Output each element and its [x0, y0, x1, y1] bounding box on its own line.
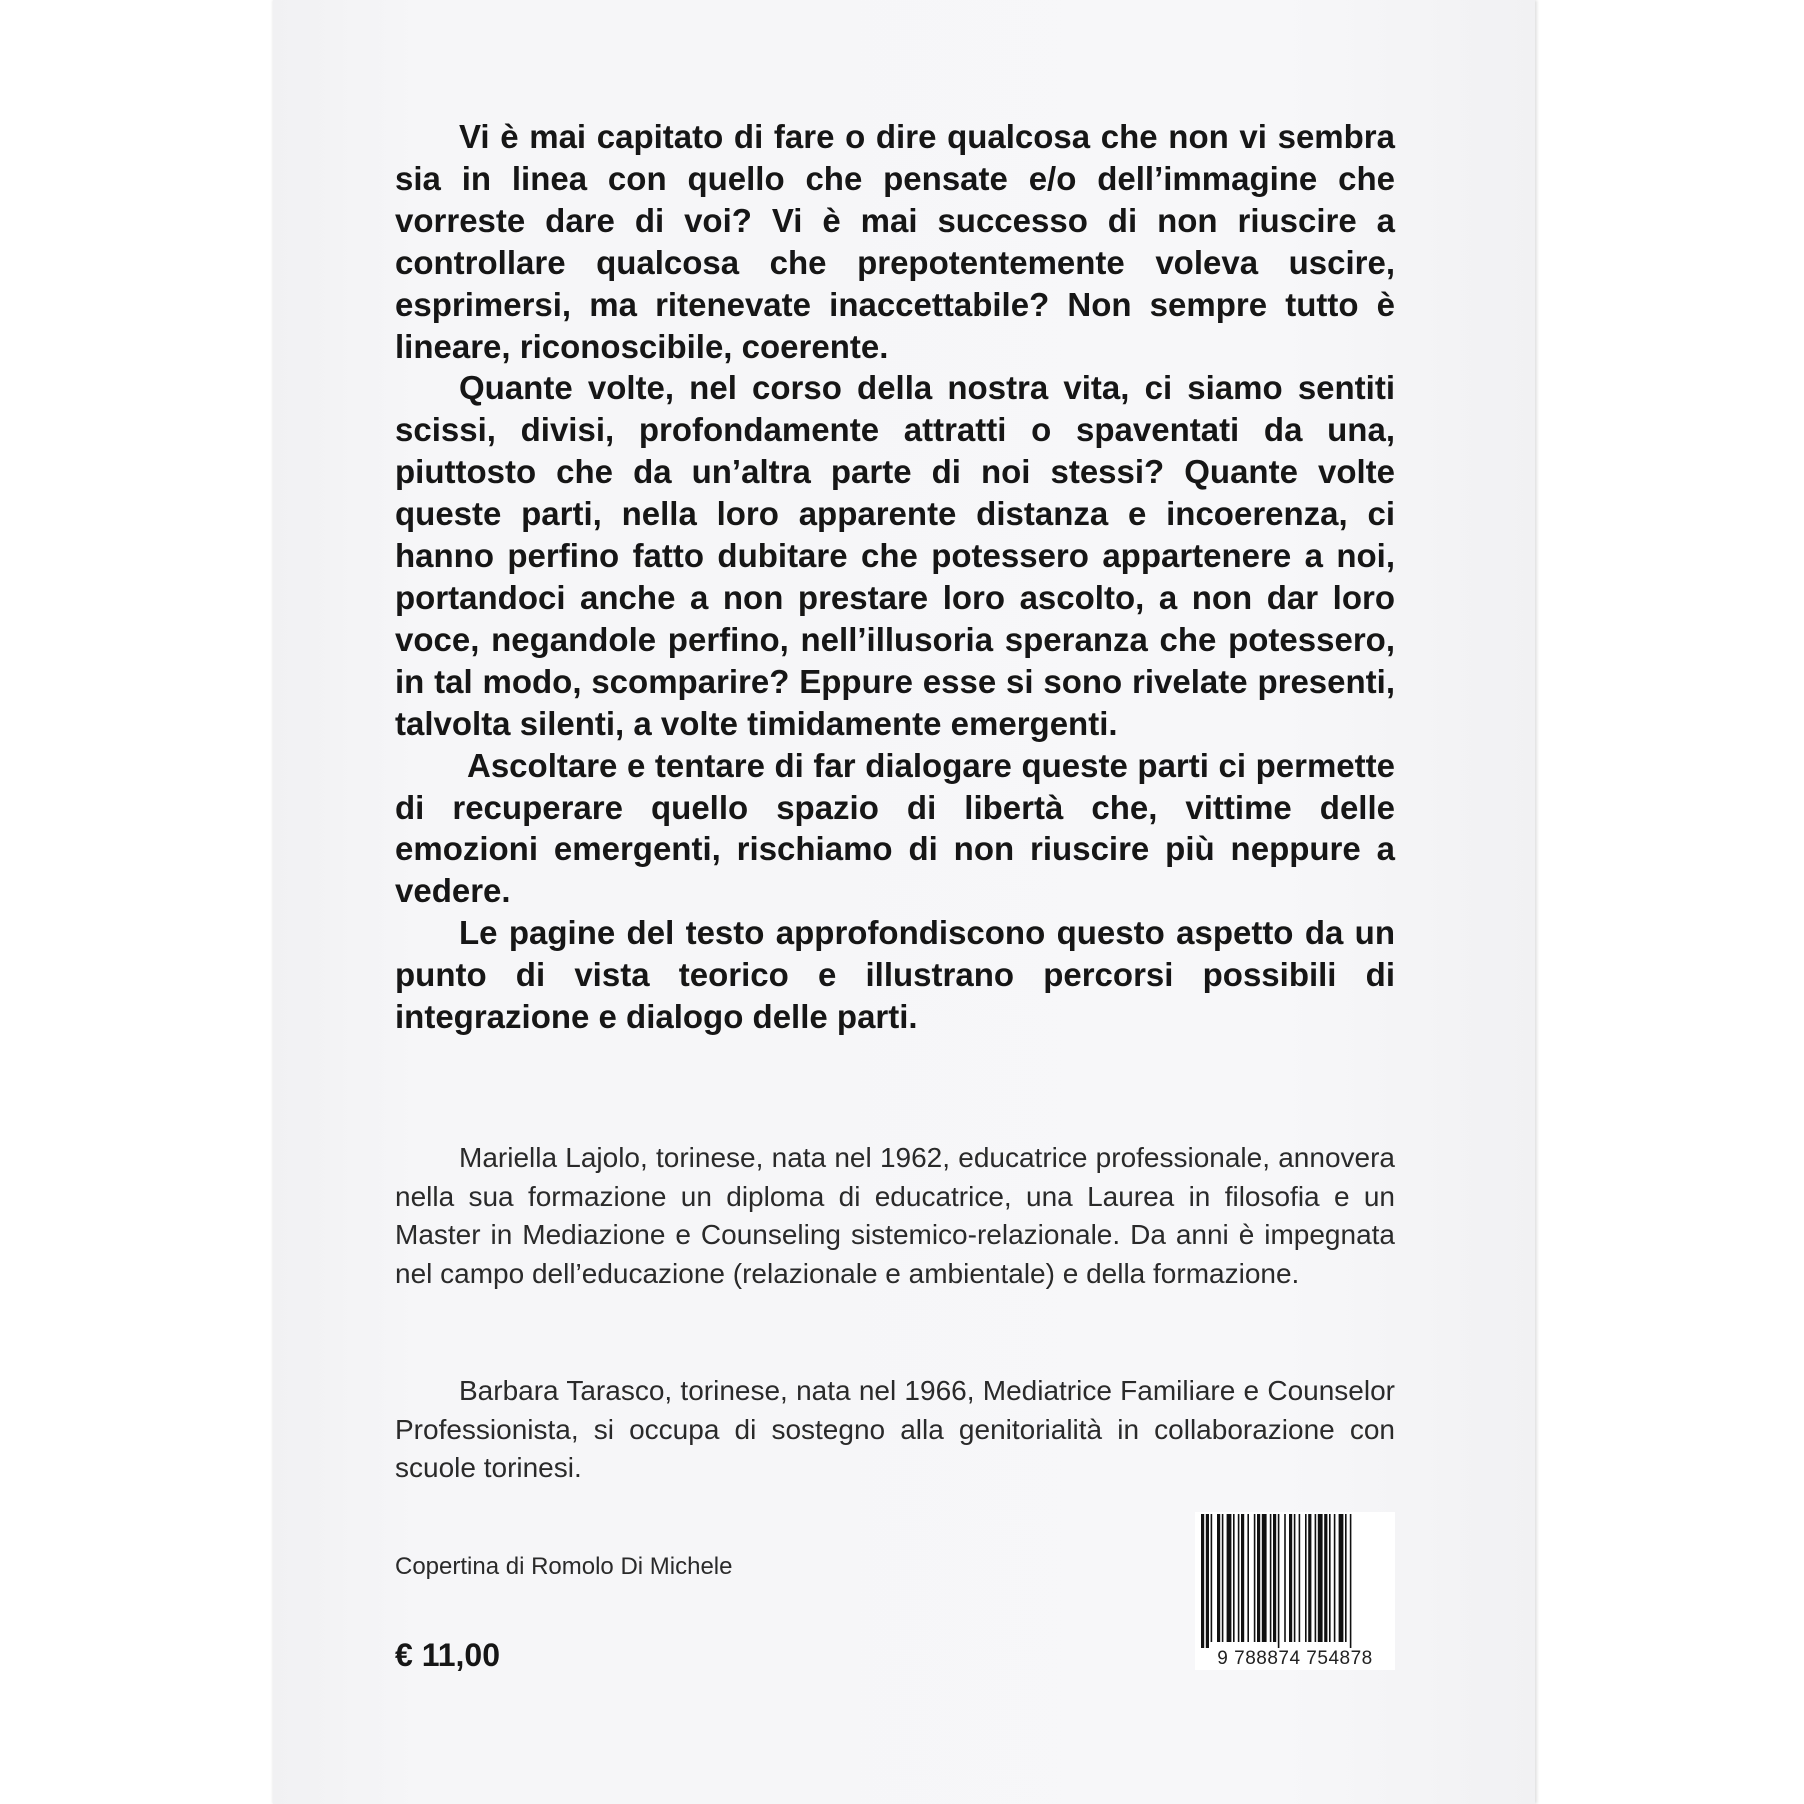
- barcode-bar: [1305, 1514, 1307, 1642]
- barcode-bar: [1278, 1514, 1280, 1648]
- author-bio-text: Mariella Lajolo, torinese, nata nel 1962, educatrice professionale, annovera nella sua formazione un diploma di educatrice, una Laurea in filosofia e un Master in Mediazione e Counseling sistemico-relazionale. Da anni è impegnata nel campo dell’educazione (relazionale e ambientale) e della formazione.: [395, 1142, 1395, 1289]
- barcode-bar: [1206, 1514, 1209, 1648]
- barcode-bar: [1318, 1514, 1323, 1642]
- isbn-digits: 9 788874 754878: [1217, 1648, 1373, 1669]
- author-bio-lajolo: [395, 1139, 1395, 1293]
- author-bio-tarasco: [395, 1372, 1395, 1488]
- price-label: € 11,00: [395, 1637, 500, 1673]
- barcode-bar: [1238, 1514, 1240, 1642]
- cover-credit: Copertina di Romolo Di Michele: [395, 1553, 733, 1580]
- barcode-bar: [1339, 1514, 1344, 1642]
- barcode-bar: [1345, 1514, 1347, 1642]
- barcode: [1195, 1512, 1395, 1670]
- barcode-bar: [1247, 1514, 1249, 1642]
- barcode-bar: [1350, 1514, 1352, 1648]
- blurb-paragraph: Ascoltare e tentare di far dialogare queste parti ci permette di recuperare quello spazio di libertà che, vittime delle emozioni emergenti, rischiamo di non riuscire più neppure a vedere.: [395, 746, 1395, 910]
- barcode-bar: [1289, 1514, 1292, 1642]
- blurb-paragraph: Le pagine del testo approfondiscono questo aspetto da un punto di vista teorico e illustrano percorsi possibili di integrazione e dialogo delle parti.: [395, 914, 1395, 1036]
- barcode-bar: [1257, 1514, 1260, 1642]
- barcode-bar: [1201, 1514, 1204, 1648]
- blurb-text: [395, 116, 1395, 1038]
- barcode-bar: [1324, 1514, 1327, 1642]
- barcode-bar: [1270, 1514, 1272, 1642]
- barcode-bar: [1308, 1514, 1311, 1642]
- barcode-bar: [1273, 1514, 1276, 1642]
- barcode-bar: [1262, 1514, 1267, 1642]
- back-cover: [273, 0, 1535, 1804]
- blurb-paragraph: Quante volte, nel corso della nostra vita, ci siamo sentiti scissi, divisi, profondamente attratti o spaventati da una, piuttosto che da un’altra parte di noi stessi? Quante volte queste parti, nella loro apparente distanza e incoerenza, ci hanno perfino fatto dubitare che potessero appartenere a noi, portandoci anche a non prestare loro ascolto, a non dar loro voce, negandole perfino, nell’illusoria speranza che potessero, in tal modo, scomparire? Eppure esse si sono rivelate presenti, talvolta silenti, a volte timidamente emergenti.: [395, 369, 1395, 742]
- barcode-bar: [1217, 1514, 1220, 1642]
- barcode-bar: [1254, 1514, 1256, 1642]
- barcode-bar: [1284, 1514, 1286, 1642]
- author-bio-text: Barbara Tarasco, torinese, nata nel 1966, Mediatrice Familiare e Counselor Professionista, si occupa di sostegno alla genitorialità in collaborazione con scuole torinesi.: [395, 1375, 1395, 1484]
- barcode-bar: [1329, 1514, 1331, 1642]
- barcode-bars-graphic: [1195, 1512, 1395, 1648]
- barcode-bar: [1241, 1514, 1244, 1642]
- barcode-bar: [1315, 1514, 1317, 1642]
- barcode-bar: [1211, 1514, 1213, 1642]
- barcode-bar: [1233, 1514, 1235, 1642]
- barcode-bar: [1299, 1514, 1301, 1642]
- barcode-bar: [1222, 1514, 1224, 1642]
- blurb-paragraph: Vi è mai capitato di fare o dire qualcosa che non vi sembra sia in linea con quello che pensate e/o dell’immagine che vorreste dare di voi? Vi è mai successo di non riuscire a controllare qualcosa che prepotentemente voleva uscire, esprimersi, ma ritenevate inaccettabile? Non sempre tutto è lineare, riconoscibile, coerente.: [395, 118, 1395, 365]
- barcode-bar: [1227, 1514, 1232, 1642]
- barcode-bar: [1294, 1514, 1296, 1642]
- barcode-bar: [1334, 1514, 1336, 1642]
